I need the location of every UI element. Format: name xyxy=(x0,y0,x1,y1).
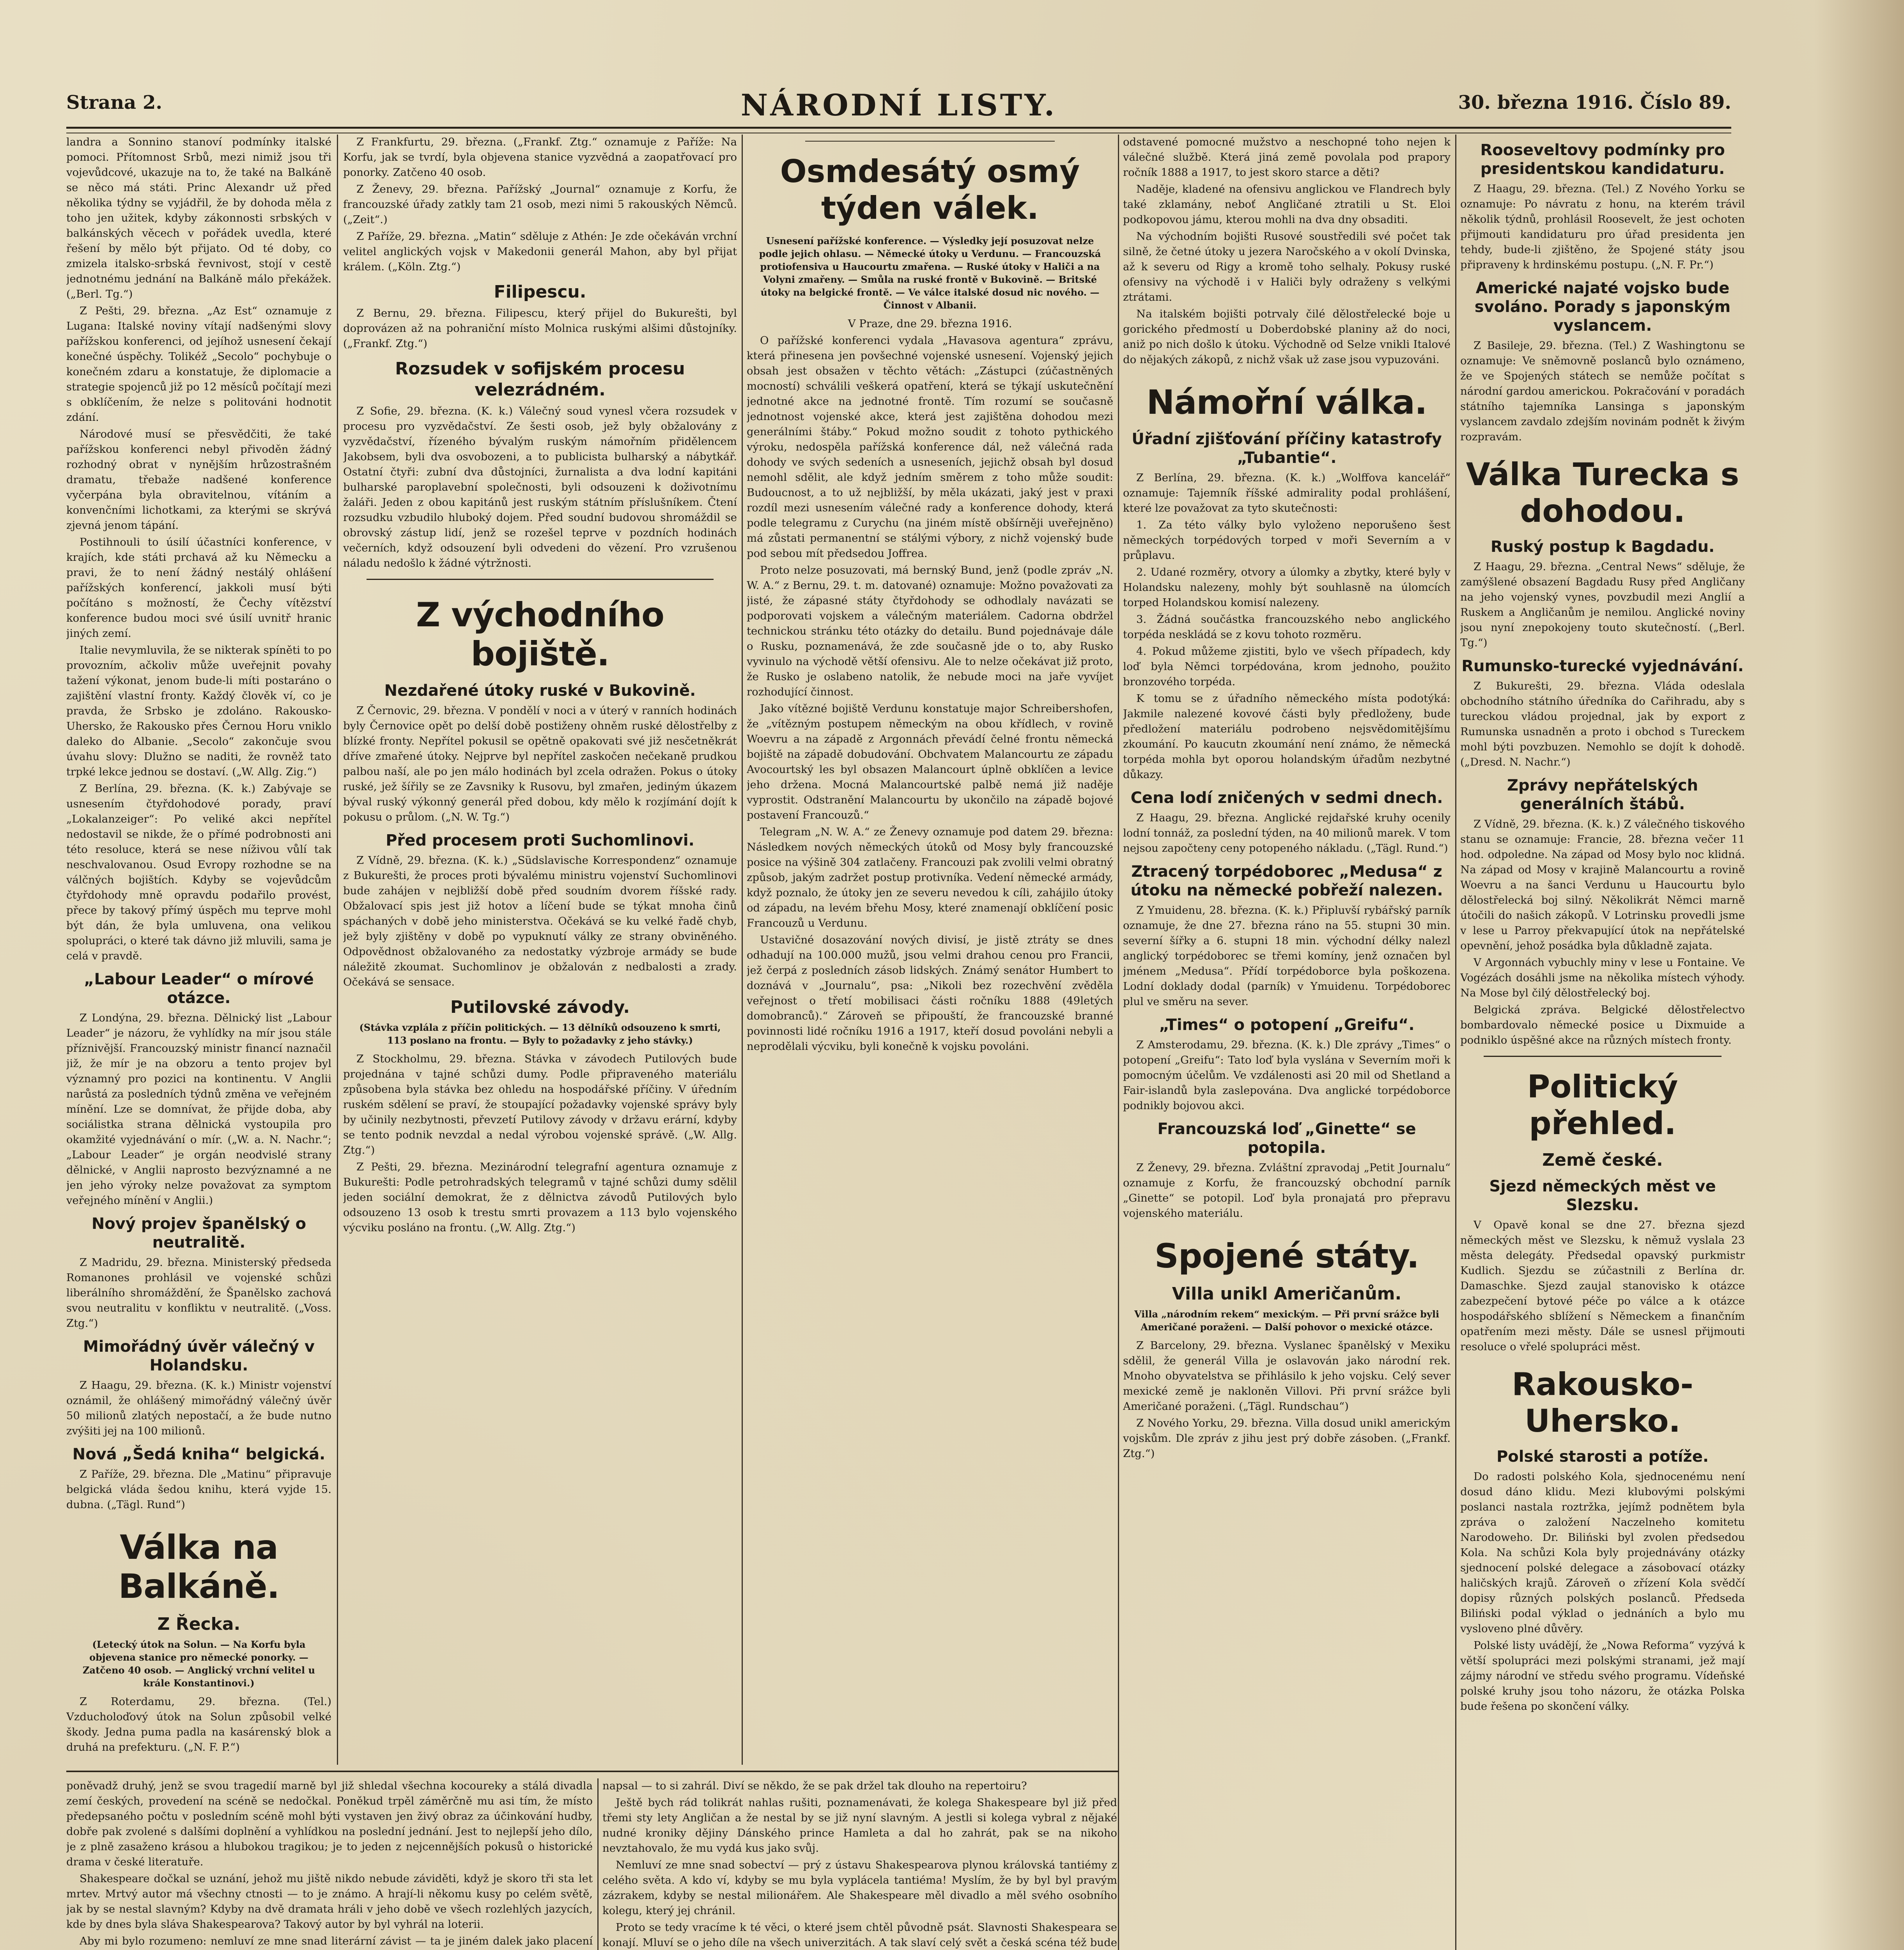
headline-grey-book: Nová „Šedá kniha“ belgická. xyxy=(72,1445,326,1463)
newspaper-title: NÁRODNÍ LISTY. xyxy=(740,88,1057,122)
article-text: Z Ymuidenu, 28. března. (K. k.) Připluvší rybářský parník oznamuje, že dne 27. března ráno na 55. stupni 30 min. severní šířky a 6. stupni 18 min. východní délky nalezl anglický torpédoborec se třemi komíny, jenž označen byl jménem „Medusa“. Přídí torpédoborce byla poškozena. Lodní doklady dodal (parník) v Ymuidenu. Torpédoborec plul ve směru na sever. xyxy=(1123,904,1451,1008)
article-text: O pařížské konferenci vydala „Havasova agentura“ zprávu, která přinesena jen povšechné vojenské usnesení. Vojenský jejich obsah jest obsažen v těchto větách: „Zástupci (zúčastněných mocností) schválili veškerá opatření, která se týkají uskutečnění jednotné akce na jednotné frontě. Tím rozumí se současně jednotnost vojenské akce, která jest zajištěna dohodou mezi generálními štáby.“ Pokud možno soudit z tohoto pythického výroku, nedospěla pařížská konference dál, než válečná rada dohody ve svých sedeních a usneseních, jejichž obsah byl dosud nemohl sdělit, ale když jedním směrem z toho může soudit: Budoucnost, a to už nejbližší, by měla ukázati, jaký jest v praxi rozdíl mezi usnesením válečné rady a konference dohody, která podle telegramu z Curychu (na jiném místě obšírněji uveřejněno) má zůstati permanentní se stálými výbory, z nichž vojenský bude pod sebou mít předsedou Joffrea. xyxy=(747,334,1113,560)
feuilleton-text: Shakespeare dočkal se uznání, jehož mu jiště nikdo nebude záviděti, když je skoro tři sta let mrtev. Mrtvý autor má všechny ctnosti — to je známo. A hrají-li někomu kusy po celém světě, jak by se nestal slavným? Kdyby na dvě dramata hráli v jeho době ve všech rozlehlých jazycích, kde by dnes byla sláva Shakespearova? Takový autor by byl vyhrál na loterii. xyxy=(66,1872,593,1930)
article-text: Z Vídně, 29. března. (K. k.) Z válečného tiskového stanu se oznamuje: Francie, 28. března večer 11 hod. odpoledne. Na západ od Mosy bylo noc klidná. Na západ od Mosy v krajině Malancourtu a rovině Woevru a na šanci Verdunu u Haucourtu bylo dělostřelecká boj silný. Několikrát Němci marně útočili do našich zákopů. V Lotrinsku provedli jsme v lese u Parroy překvapující útok na nepřátelské opevnění, jehož posádka byla důkladně zajata. xyxy=(1460,818,1745,952)
headline-japan: Americké najaté vojsko bude svoláno. Porady s japonským vyslancem. xyxy=(1474,279,1731,335)
masthead xyxy=(66,88,1731,131)
article-text: Z Pešti, 29. března. Mezinárodní telegrafní agentura oznamuje z Bukurešti: Podle petrohradských telegramů v tajné schůzi dumy sdělil jeden sociální demokrat, že z dělnictva závodů Putilových bylo odsouzeno 13 osob k trestu smrti provazem a 113 bylo vojenského výcviku posláno na frontu. („W. Allg. Ztg.“) xyxy=(343,1161,737,1234)
feuilleton-text: Nemluví ze mne snad sobectví — prý z ústavu Shakespearova plynou královská tantiémy z celého světa. A kdo ví, kdyby se mu byla vyplácela tantiéma! Myslím, že by byl byl pravým zázrakem, kdyby se nestal milionářem. Ale Shakespeare měl divadlo a měl svého osobního kolegu, který jej chránil. xyxy=(602,1859,1117,1917)
column-rule xyxy=(742,135,743,1765)
article-text: landra a Sonnino stanoví podmínky italské pomoci. Přítomnost Srbů, mezi nimiž jsou tři vojevůdcové, ukazuje na to, že také na Balkáně se něco má státi. Princ Alexandr už před několika týdny se vyjádřil, že by dohoda měla z toho jen užitek, kdyby zákonnosti srbských v balkánských věcech v pořádek uvedla, které řešení by mělo být přijato. Od té doby, co zmizela italsko-srbská řevnivost, stojí v cestě jednotnému jednání na Balkáně málo překážek. („Berl. Tg.“) xyxy=(66,136,331,300)
section-title-eastern-front: Z východního bojiště. xyxy=(416,596,664,674)
feuilleton-right xyxy=(602,1778,1117,1950)
article-text: Z Sofie, 29. března. (K. k.) Válečný soud vynesl včera rozsudek v procesu pro vyzvědačství. Ze šesti osob, jež byly obžalovány z vyzvědačství, řízeného bývalým ruským námořním přidělencem Jakobsem, byli dva osvobozeni, a to publicista bulharský a nábytkář. Ostatní čtyři: zubní dva důstojníci, žurnalista a dva lodní kapitáni bulharské paroplavební společnosti, byli odsouzeni k doživotnímu žaláři. Jeden z obou kapitánů jest ruským státním příslušníkem. Čtení rozsudku vzbudilo hluboký dojem. Před soudní budovou shromáždil se obrovský zástup lidí, jenž se rozešel teprve v pozdních hodinách večerních, když odsouzení byli odvedeni do vězení. Pro vzrušenou náladu nedošlo k žádné výtržnosti. xyxy=(343,405,737,569)
headline-ginette: Francouzská loď „Ginette“ se potopila. xyxy=(1157,1120,1416,1157)
article-summary: Usnesení pařížské konference. — Výsledky její posuzovat nelze podle jejich ohlasu. — Německé útoky u Verdunu. — Francouzská protiofensiva u Haucourtu zmařena. — Ruské útoky v Haliči a na Volyni zmařeny. — Smůla na ruské frontě v Bukovině. — Britské útoky na belgické frontě. — Ve válce italské dosud nic nového. — Činnost v Albanii. xyxy=(759,235,1101,311)
section-title-austria-hungary: Rakousko-Uhersko. xyxy=(1512,1366,1693,1439)
dateline: V Praze, dne 29. března 1916. xyxy=(848,317,1012,330)
article-summary: (Stávka vzplála z příčin politických. — 13 dělníků odsouzeno k smrti, 113 poslano na frontu. — Byly to požadavky z jeho stávky.) xyxy=(359,1022,721,1046)
article-text: 1. Za této války bylo vyloženo neporušeno šest německých torpédových torped v moři Severním a v průplavu. xyxy=(1123,519,1451,562)
headline-villa: Villa unikl Američanům. xyxy=(1172,1284,1402,1304)
article-text: Z Berlína, 29. března. (K. k.) „Wolffova kancelář“ oznamuje: Tajemník říšské admirality podal prohlášení, které lze považovat za tyto skutečnosti: xyxy=(1123,472,1451,514)
article-text: odstavené pomocné mužstvo a neschopné toho nejen k válečné službě. Která jiná země povolala pod prapory ročník 1888 a 1917, to jest skoro starce a děti? xyxy=(1123,136,1451,179)
column-4 xyxy=(1123,135,1451,1950)
article-text: Polské listy uvádějí, že „Nowa Reforma“ vyzývá k větší spolupráci mezi polskými stranami, jež mají zájmy národní ve středu svého programu. Vídeňské polské kruhy jsou toho názoru, že otázka Polska bude řešena po skončení války. xyxy=(1460,1639,1745,1712)
column-3 xyxy=(747,135,1113,1773)
section-title-balkan: Válka na Balkáně. xyxy=(118,1528,280,1606)
headline-putilov: Putilovské závody. xyxy=(450,997,630,1017)
headline-bukovina: Nezdařené útoky ruské v Bukovině. xyxy=(384,682,696,700)
article-text: Z Pešti, 29. března. „Az Est“ oznamuje z Lugana: Italské noviny vítají nadšenými slovy pařížskou konferenci, od jejíhož usnesení čekají konečné úspěchy. Tolikéž „Secolo“ pochybuje o konečném zdaru a konstatuje, že diplomacie a strategie spojenců již po 12 měsíců počítají mezi s obklíčením, že nelze s politováni hodnotit zdání. xyxy=(66,305,331,424)
article-text: Z Londýna, 29. března. Dělnický list „Labour Leader“ je názoru, že vyhlídky na mír jsou stále příznivější. Francouzský ministr financí naznačil již, že mír je na obzoru a tento projev byl významný pro pozici na kontinentu. V Anglii narůstá za posledních týdnů změna ve veřejném mínění. Lze se domnívat, že přijde doba, aby sociálistka strana dělnická vystoupila pro okamžité vyjednávání o mír. („W. a. N. Nachr.“; „Labour Leader“ je orgán neodvislé strany dělnické, v Anglii naprosto bezvýznamné a ne jen jeho výroky nelze považovat za symptom veřejného mínění v Anglii.) xyxy=(66,1012,331,1207)
article-text: Z Haagu, 29. března. (Tel.) Z Nového Yorku se oznamuje: Po návratu z honu, na kterém trávil několik týdnů, prohlásil Roosevelt, že jest ochoten přijmouti kandidaturu pro úřad presidenta jen tehdy, bude-li zjištěno, že Spojené státy jsou připraveny k hrdinskému postupu. („N. F. Pr.“) xyxy=(1460,183,1745,271)
divider xyxy=(805,141,1055,142)
feuilleton-text: Ještě bych rád tolikrát nahlas rušiti, poznamenávati, že kolega Shakespeare byl již před třemi sty lety Angličan a že nestal by se již nyní slavným. A jestli si kolega vybral z nějaké nudné kroniky dějiny Dánského prince Hamleta a dal ho zahrát, pak se na nikoho nevztahovalo, že mu vydá kus jako svůj. xyxy=(602,1796,1117,1854)
article-text: Z Stockholmu, 29. března. Stávka v závodech Putilových bude projednána v tajné schůzi dumy. Podle připraveného materiálu způsobena byla stávka bez ohledu na hospodářské příčiny. V úředním ruském sdělení se praví, že stoupající požadavky vojenské správy byly by učinily nezbytnosti, převzetí Putilovy závody v državu erární, kdyby se tento podnik nevzdal a nedal výrobou vojenské správě. („W. Allg. Ztg.“) xyxy=(343,1053,737,1156)
headline-roosevelt: Rooseveltovy podmínky pro presidentskou kandidaturu. xyxy=(1480,141,1725,178)
article-text: Z Paříže, 29. března. Dle „Matinu“ připravuje belgická vláda šedou knihu, která vyjde 15. dubna. („Tägl. Rund“) xyxy=(66,1468,331,1511)
article-text: Z Haagu, 29. března. (K. k.) Ministr vojenství oznámil, že ohlášený mimořádný válečný úvěr 50 milionů zlatých nepostačí, a že bude nutno zvýšiti jej na 100 milionů. xyxy=(66,1379,331,1437)
divider xyxy=(367,579,714,580)
article-text: Z Vídně, 29. března. (K. k.) „Südslavische Korrespondenz“ oznamuje z Bukurešti, že proces proti bývalému ministru vojenství Suchomlinovi bude zahájen v nejbližší době před soudním dvorem říšské rady. Obžalovací spis jest již hotov a líčení bude se týkat mnoha činů spáchaných v době jeho ministerstva. Očekává se ku velké řadě chyb, jež byly zjištěny v době po vypuknutí války ze strany obviněného. Odpovědnost obžalovaného za nedostatky výzbroje armády se bude náležitě zkoumat. Suchomlinov je obžalován z nedbalosti a zrady. Očekává se sensace. xyxy=(343,854,737,988)
headline-medusa: Ztracený torpédoborec „Medusa“ z útoku na německé pobřeží nalezen. xyxy=(1130,863,1443,899)
section-title-usa: Spojené státy. xyxy=(1154,1237,1419,1276)
article-text: Z Berlína, 29. března. (K. k.) Zabývaje se usnesením čtyřdohodové porady, praví „Lokalanzeiger“: Po veliké akci nepřítel nedostavil se nikde, že o přímé podrobnosti ani této resoluce, která se nese níživou vůlí tak neschvalovanou. Osud Evropy rozhodne se na válčných bojištích. Kdyby se vojevůdcům čtyřdohody mně opravdu podařilo provést, přece by takový přímý úspěch mu teprve mohl být dán, že byla umluvena, ona velikou spolupráci, o které tak dávno již mluvili, sama je celá v pravdě. xyxy=(66,782,331,962)
feuilleton-text: Aby mi bylo rozumeno: nemluví ze mne snad literární závist — ta je jiném dalek jako placení xyxy=(80,1935,593,1947)
article-text: 2. Udané rozměry, otvory a úlomky a zbytky, které byly v Holandsku nalezeny, mohly být souhlasně na úlomcích torped Holandskou komisí nalezeny. xyxy=(1123,566,1451,609)
headline-bagdad: Ruský postup k Bagdadu. xyxy=(1490,538,1715,556)
column-1 xyxy=(66,135,331,1773)
article-text: Z Černovic, 29. března. V pondělí v noci a v úterý v ranních hodinách byly Černovice opět po delší době postiženy ohněm ruské dělostřelby z blízké fronty. Nepřítel pokusil se opětně opakovati své již nesčetněkrát dříve zmařené útoky. Nejprve byl nepřítel zaskočen nečekaně prudkou palbou naší, ale po jen málo hodinách byl zcela odražen. Pokus o útoky ruské, jež šířily se ze Zavsniky k Rusovu, byl zmařen, jediným úkazem býval ruský výkonný generál před dobou, kdy mělo k rozjímání dojít k pokusu o průlom. („N. W. Tg.“) xyxy=(343,704,737,823)
article-summary: (Letecký útok na Solun. — Na Korfu byla objevena stanice pro německé ponorky. — Zatčeno 40 osob. — Anglický vrchní velitel u krále Konstantinovi.) xyxy=(83,1639,315,1689)
column-5 xyxy=(1460,135,1745,1950)
page-edge-shadow xyxy=(1814,0,1904,1950)
article-text: Z Ženevy, 29. března. Pařížský „Journal“ oznamuje z Korfu, že francouzské úřady zatkly tam 21 osob, mezi nimi 5 rakouských Němců. („Zeit“.) xyxy=(343,183,737,226)
article-text: Z Frankfurtu, 29. března. („Frankf. Ztg.“ oznamuje z Paříže: Na Korfu, jak se tvrdí, byla objevena stanice vyzvědná a zaopatřovací pro ponorky. Zatčeno 40 osob. xyxy=(343,136,737,179)
article-text: Ustavičné dosazování nových divisí, je jistě ztráty se dnes odhadují na 100.000 mužů, jsou velmi drahou cenou pro Francii, jež čerpá z posledních zásob lidských. Známý senátor Humbert to doznává v „Journalu“, psa: „Nikoli bez rozechvění zvěděla veřejnost o třetí mobilisaci části ročníku 1888 (49letých domobranců).“ Zároveň se připouští, že francouzské branné povinnosti lidé ročníku 1916 a 1917, kteří dosud povoláni nebyli a neprodělali výcviku, byli konečně k vojsku povoláni. xyxy=(747,934,1113,1053)
headline-silesia: Sjezd německých měst ve Slezsku. xyxy=(1489,1177,1716,1214)
column-rule xyxy=(1455,135,1456,1950)
article-text: Naděje, kladené na ofensivu anglickou ve Flandrech byly také zklamány, neboť Angličané ztratili u St. Eloi podkopovou jámu, kterou mohli na dva dny obsaditi. xyxy=(1123,183,1451,226)
article-text: 4. Pokud můžeme zjistiti, bylo ve všech případech, kdy loď byla Němci torpédována, krom jednoho, použito bronzového torpéda. xyxy=(1123,645,1451,688)
article-text: Belgická zpráva. Belgické dělostřelectvo bombardovalo německé posice u Dixmuide a podniklo úspěšné akce na různých místech fronty. xyxy=(1460,1003,1745,1046)
divider xyxy=(1484,1056,1722,1057)
article-text: Na italském bojišti potrvaly čilé dělostřelecké boje u gorického předmostí u Doberdobské planiny až do noci, aniž po nich došlo k útoku. Východně od Selze vnikli Italové do nějakých zákopů, z nichž však už zase jsou vypuzováni. xyxy=(1123,308,1451,366)
article-text: Z Madridu, 29. března. Ministerský předseda Romanones prohlásil ve vojenské schůzi liberálního shromáždění, že Španělsko zachová svou neutralitu v konfliktu v neutralitě. („Voss. Ztg.“) xyxy=(66,1256,331,1330)
article-summary: Villa „národním rekem“ mexickým. — Při první srážce byli Američané poraženi. — Další pohovor o mexické otázce. xyxy=(1134,1308,1440,1333)
masthead-rule xyxy=(66,127,1731,133)
headline-sofia-trial: Rozsudek v sofijském procesu velezrádném. xyxy=(395,359,685,400)
section-title-politics: Politický přehled. xyxy=(1527,1069,1678,1142)
article-text: Jako vítězné bojiště Verdunu konstatuje major Schreibershofen, že „vítězným postupem německým na obou křídlech, v rovině Woevru a na západě z Argonnách převádí čelné frontu německá bojiště na západě dobudování. Obchvatem Malancourtu ze západu Avocourtský les byl obsazen Malancourt úplně obklíčen a levice jeho držena. Mocná Malancourtské palbě nemá již naděje vyprostit. Odstranění Malancourtu by ukončilo na západě bojové postavení Francouzů.“ xyxy=(747,702,1113,821)
article-text: Z Nového Yorku, 29. března. Villa dosud unikl americkým vojskům. Dle zpráv z jihu jest prý dobře zásoben. („Frankf. Ztg.“) xyxy=(1123,1417,1451,1460)
article-text: Z Haagu, 29. března. „Central News“ sděluje, že zamýšlené obsazení Bagdadu Rusy před Angličany na jeho vojenský vynes, povzbudil mezi Anglií a Ruskem a Angličanům je nemilou. Anglické noviny jsou nyní znepokojeny touto skutečností. („Berl. Tg.“) xyxy=(1460,560,1745,649)
feuilleton-rule xyxy=(66,1771,1119,1772)
headline-suchomlinov: Před procesem proti Suchomlinovi. xyxy=(386,831,694,849)
section-title-naval: Námořní válka. xyxy=(1146,383,1427,422)
feuilleton-text: napsal — to si zahrál. Diví se někdo, že se pak držel tak dlouho na repertoiru? xyxy=(602,1780,1027,1792)
headline-spain: Nový projev španělský o neutralitě. xyxy=(91,1215,306,1252)
column-2 xyxy=(343,135,737,1773)
article-text: Z Paříže, 29. března. „Matin“ sděluje z Athén: Je zde očekáván vrchní velitel anglických vojsk v Makedonii generál Mahon, aby byl přijat králem. („Köln. Ztg.“) xyxy=(343,230,737,273)
column-rule xyxy=(597,1778,599,1950)
article-text: Z Bernu, 29. března. Filipescu, který přijel do Bukurešti, byl doprovázen až na pohraniční místo Molnica ruskými alšimi důstojníky. („Frankf. Ztg.“) xyxy=(343,307,737,350)
article-text: Z Roterdamu, 29. března. (Tel.) Vzducholoďový útok na Solun způsobil velké škody. Jedna puma padla na kasárenský blok a druhá na prefekturu. („N. F. P.“) xyxy=(66,1695,331,1753)
article-text: Z Basileje, 29. března. (Tel.) Z Washingtonu se oznamuje: Ve sněmovně poslanců bylo oznámeno, že ve Spojených státech se nemůže počítat s národní gardou americkou. Pokračování v poradách státního tajemníka Lansinga s japonským vyslancem zavdalo zdejším novinám podnět k živým rozpravám. xyxy=(1460,339,1745,443)
article-text: Telegram „N. W. A.“ ze Ženevy oznamuje pod datem 29. března: Následkem nových německých útoků od Mosy byly francouzské posice na výšině 304 zatlačeny. Francouzi pak zvolili velmi obratný způsob, jakým zadržet postup protivníka. Vedení německé armády, když poznalo, že útoky jen ze severu nevedou k cíli, zahájilo útoky od západu, na levém břehu Mosy, které znamenají obklíčení posic Francouzů u Verdunu. xyxy=(747,826,1113,929)
article-text: Z Ženevy, 29. března. Zvláštní zpravodaj „Petit Journalu“ oznamuje z Korfu, že francouzský obchodní parník „Ginette“ se potopil. Loď byla pronajatá pro přepravu vojenského materiálu. xyxy=(1123,1161,1451,1220)
article-text: Italie nevymluvila, že se nikterak spíněti to po provozním, ačkoliv může uveřejnit povahy tažení výkonat, jenom bude-li míti postaráno o zajištění vlastní fronty. Každý člověk ví, co je pravda, že Srbsko je zdoláno. Rakousko-Uhersko, že Rakousko přes Černou Horu vniklo daleko do Albanie. „Secolo“ zakončuje svou úvahu slovy: Dlužno se naditi, že rovněž tato trpké lekce jednou se dostaví. („W. Allg. Zig.“) xyxy=(66,644,331,778)
issue-date: 30. března 1916. Číslo 89. xyxy=(1458,92,1731,113)
article-text: Do radosti polského Kola, sjednocenému není dosud dáno klidu. Mezi klubovými polskými poslanci nastala roztržka, jejímž podnětem byla zpráva o založení Naczelneho komitetu Narodoweho. Dr. Biliński byl zvolen předsedou Kola. Na schůzi Kola byly projednávány otázky sjednocení polské delegace a zásobovací otázky haličských krajů. Zároveň o zřízení Kola svědčí dopisy různých polských poslanců. Předseda Biliński podal výklad o jednáních a bylo mu vysloveno plné důvěry. xyxy=(1460,1470,1745,1635)
headline-labour-leader: „Labour Leader“ o mírové otázce. xyxy=(84,970,314,1007)
column-rule xyxy=(1118,135,1119,1950)
feuilleton-left xyxy=(66,1778,593,1950)
column-rule xyxy=(337,135,338,1765)
article-text: Z Bukurešti, 29. března. Vláda odeslala obchodního státního úředníka do Cařihradu, aby s tureckou vládou projednal, jak by export z Rumunska usnadněn a proto i obchod s Tureckem mohl býti povzbuzen. Nemohlo se dojít k dohodě. („Dresd. N. Nachr.“) xyxy=(1460,680,1745,768)
article-text: Z Amsterodamu, 29. března. (K. k.) Dle zprávy „Times“ o potopení „Greifu“: Tato loď byla vyslána v Severním moři k pomocným účelům. Ve vzdálenosti asi 20 mil od Shetland a Fair-islandů byla zaslepována. Dva anglické torpédoborce podnikly bojovou akci. xyxy=(1123,1039,1451,1112)
headline-czech-lands: Země české. xyxy=(1542,1150,1663,1170)
article-text: Postihnouli to úsilí účastníci konference, v krajích, kde státi prchavá až ku Německu a pravi, že to není žádný nestálý ohlášení pařížských konferencí, jakkoli musí býti počítáno s možností, že Čechy vítězství konference budou moci své úsilí uvnitř hranic jiných zemí. xyxy=(66,536,331,640)
headline-ship-losses: Cena lodí zničených v sedmi dnech. xyxy=(1130,789,1443,807)
article-text: Na východním bojišti Rusové soustředili své počet tak silně, že četné útoky u jezera Naročského a v okolí Dvinska, až k severu od Rigy a kromě toho selhaly. Pokusy ruské ofensivy na východě i v Haliči byly odraženy s velkými ztrátami. xyxy=(1123,230,1451,303)
headline-greif: „Times“ o potopení „Greifu“. xyxy=(1159,1016,1415,1034)
section-title-week: Osmdesátý osmý týden válek. xyxy=(780,153,1080,226)
article-text: V Argonnách vybuchly miny v lese u Fontaine. Ve Vogézách dosáhli jsme na několika místech výhody. Na Mose byl čilý dělostřelecký boj. xyxy=(1460,956,1745,999)
headline-greece: Z Řecka. xyxy=(157,1614,241,1634)
article-text: V Opavě konal se dne 27. března sjezd německých měst ve Slezsku, k němuž vyslala 23 města delegáty. Předsedal opavský purkmistr Kudlich. Sjezdu se zúčastnili z Berlína dr. Damaschke. Sjezd zaujal stanovisko k otázce zabezpečení bytové péče po válce a k otázce hospodářského sblížení s Německem a finančním opatřením mezi městy. Dále se usnesl přijmouti resoluce o vřelé spolupráci měst. xyxy=(1460,1219,1745,1353)
page-number: Strana 2. xyxy=(66,92,163,113)
article-text: Proto nelze posuzovati, má bernský Bund, jenž (podle zpráv „N. W. A.“ z Bernu, 29. t. m. datované) oznamuje: Možno považovati za jisté, že zápasné státy čtyřdohody se odhodlaly navázati se podporovati vojskem a válečným materiálem. Cadorna obdržel technickou stránku této otázky do detailu. Bund pojednávaje dále o Rusku, poznamenává, že zde současně jde o to, aby Rusko vyvinulo na východě větší ofensivu. Ale to nelze očekávat již proto, že Rusko je oslabeno natolik, že nebude moci na jaře vyvíjet rozhodující činnost. xyxy=(747,564,1113,698)
headline-holland: Mimořádný úvěr válečný v Holandsku. xyxy=(83,1338,315,1374)
headline-enemy-reports: Zprávy nepřátelských generálních štábů. xyxy=(1507,776,1699,813)
article-text: 3. Žádná součástka francouzského nebo anglického torpéda neskládá se z kovu tohoto rozměru. xyxy=(1123,613,1451,641)
article-text: Z Barcelony, 29. března. Vyslanec španělský v Mexiku sdělil, že generál Villa je oslavován jako národní rek. Mnoho obyvatelstva se přihlásilo k jeho vojsku. Celý sever mexické země je nakloněn Villovi. Při první srážce byli Američané poraženi. („Tägl. Rundschau“) xyxy=(1123,1339,1451,1413)
headline-romania: Rumunsko-turecké vyjednávání. xyxy=(1461,657,1744,675)
article-text: K tomu se z úřadního německého místa podotýká: Jakmile nalezené kovové části byly předloženy, bude předložení materiálu podrobeno nejsvědomitějšímu zkoumání. Po kaucutn zkoumání není známo, že německá torpéda mohla byt oporou holandským úřadům nezbytné důkazy. xyxy=(1123,692,1451,781)
section-title-turkey: Válka Turecka s dohodou. xyxy=(1466,456,1739,529)
headline-filipescu: Filipescu. xyxy=(494,282,586,302)
headline-tubantie: Úřadní zjišťování příčiny katastrofy „Tubantie“. xyxy=(1132,430,1442,467)
feuilleton-text: Proto se tedy vracíme k té věci, o které jsem chtěl původně psát. Slavnosti Shakespeara se konají. Mluví se o jeho díle na všech univerzitách. A tak slaví celý svět a česká scéna též bude xyxy=(602,1921,1117,1949)
feuilleton-text: poněvadž druhý, jenž se svou tragedií marně byl již shledal všechna kocoureky a stálá divadla zemí českých, provedení na scéně se nedočkal. Poněkud trpěl záměrčně mu asi tím, že místo předepsaného počtu v posledním scéně mohl býti vystaven jen živý obraz za účinkování hudby, dobře pak zvolené s dalšími doplnění a vyhlídkou na poslední jednání. Jest to nejlepší jeho dílo, je z plně zasaženo krásou a hlubokou tragikou; je to jeden z nejcennějších pokusů o historické drama v české literatuře. xyxy=(66,1780,593,1868)
article-text: Národové musí se přesvědčiti, že také pařížskou konferenci nebyl přivoděn žádný rozhodný obrat v nynějším hrůzostrašném dramatu, třebaže nadšené konference vyčerpána byla obravitelnou, vítáním a konvenčními lichotkami, za kterými se skrývá zjevná jenom tápání. xyxy=(66,428,331,532)
article-text: Z Haagu, 29. března. Anglické rejdařské kruhy ocenily lodní tonnáž, za poslední týden, na 40 milionů marek. V tom nejsou započteny ceny potopeného nákladu. („Tägl. Rund.“) xyxy=(1123,812,1451,854)
headline-polish: Polské starosti a potíže. xyxy=(1496,1448,1709,1466)
